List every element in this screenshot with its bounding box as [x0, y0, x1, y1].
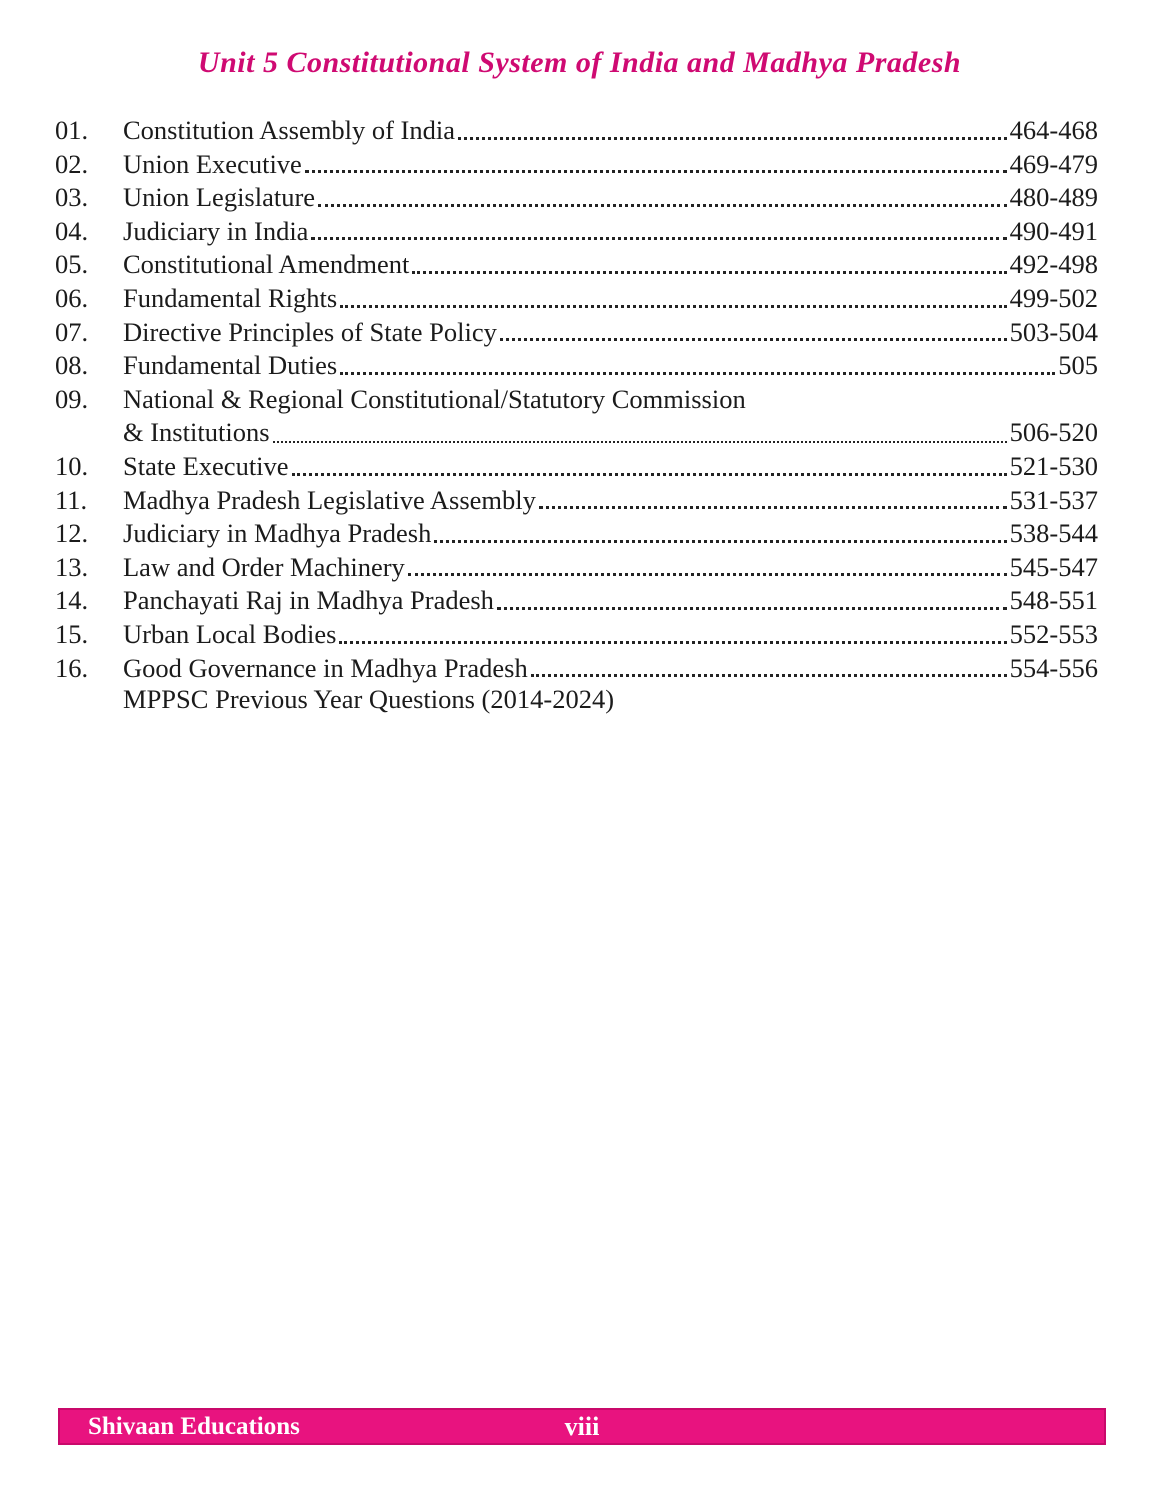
toc-leader-dots	[339, 641, 1006, 644]
toc-leader-dots	[412, 271, 1006, 274]
toc-item	[55, 181, 1098, 215]
toc-item-number: 12.	[55, 518, 89, 549]
toc-item-number: 06.	[55, 282, 89, 313]
toc-item-pages: 492-498	[1009, 249, 1098, 280]
toc-leader-dots	[539, 506, 1007, 509]
toc-item	[55, 114, 1098, 148]
toc-item-title: & Institutions	[123, 417, 270, 448]
toc-item-title: Madhya Pradesh Legislative Assembly	[123, 484, 536, 515]
toc-item-number: 04.	[55, 215, 89, 246]
toc-item-pages: 464-468	[1009, 115, 1098, 145]
toc-item	[55, 517, 1098, 551]
toc-item-pages: 469-479	[1009, 148, 1098, 179]
toc-item-title: Fundamental Rights	[123, 282, 338, 313]
toc-leader-dots	[458, 137, 1007, 140]
toc-leader-dots	[311, 237, 1006, 240]
toc-item-pages: 505	[1058, 350, 1098, 381]
toc-item-title: Good Governance in Madhya Pradesh	[123, 652, 528, 683]
toc-item	[55, 148, 1098, 182]
toc-item-pages: 552-553	[1009, 618, 1098, 649]
toc-leader-dots	[340, 305, 1006, 308]
toc-item-pages: 531-537	[1009, 484, 1098, 515]
toc-item-title: National & Regional Constitutional/Statutory Commission	[123, 383, 746, 414]
toc-item	[55, 652, 1098, 686]
toc-item-number: 14.	[55, 585, 89, 616]
toc-item-pages: 548-551	[1009, 585, 1098, 616]
toc-leader-dots	[292, 473, 1007, 476]
toc-item-pages: 545-547	[1009, 551, 1098, 582]
toc-item-number: 02.	[55, 148, 89, 179]
toc-item-title: Panchayati Raj in Madhya Pradesh	[123, 585, 494, 616]
footer-bar	[58, 1408, 1106, 1445]
toc-item	[55, 551, 1098, 585]
page-title: Unit 5 Constitutional System of India and Madhya Pradesh	[197, 46, 962, 79]
toc-item-title: Judiciary in Madhya Pradesh	[123, 518, 432, 549]
toc-item-number: 01.	[55, 115, 89, 145]
toc-item-pages: 538-544	[1009, 518, 1098, 549]
toc-leader-dots	[531, 674, 1007, 677]
toc-leader-dots	[497, 607, 1007, 610]
toc-item-pages: 503-504	[1009, 316, 1098, 347]
toc-item-pages: 554-556	[1009, 652, 1098, 683]
toc-item-pages: 521-530	[1009, 450, 1098, 481]
toc-item	[55, 282, 1098, 316]
toc-item-title: Constitutional Amendment	[123, 249, 410, 280]
toc-item-number: 05.	[55, 249, 89, 280]
toc-item	[55, 316, 1098, 350]
page-number: viii	[564, 1411, 600, 1441]
toc-item	[55, 484, 1098, 518]
toc-item-number: 13.	[55, 551, 89, 582]
toc-item-title: Urban Local Bodies	[123, 618, 337, 649]
toc-item-number: 11.	[55, 484, 88, 515]
toc-item-pages: 480-489	[1009, 182, 1098, 213]
toc-item	[55, 248, 1098, 282]
toc-item-pages: 506-520	[1009, 417, 1098, 448]
toc-item-number: 16.	[55, 652, 89, 683]
toc-item-number: 03.	[55, 182, 89, 213]
toc-item-number: 07.	[55, 316, 89, 347]
toc-item	[55, 618, 1098, 652]
toc-leader-dots	[318, 204, 1007, 207]
toc-item-title: Judiciary in India	[123, 215, 309, 246]
toc-item-title: Union Executive	[123, 148, 302, 179]
toc-item	[55, 383, 1098, 417]
toc-item	[55, 215, 1098, 249]
toc-item-title: Directive Principles of State Policy	[123, 316, 497, 347]
toc-item-number: 08.	[55, 350, 89, 381]
toc-item-pages: 490-491	[1009, 215, 1098, 246]
toc-list	[55, 114, 1098, 713]
toc-item	[55, 349, 1098, 383]
toc-item	[55, 685, 1098, 713]
toc-leader-dots	[340, 372, 1055, 375]
toc-item-title: MPPSC Previous Year Questions (2014-2024)	[123, 684, 615, 715]
toc-item-title: Constitution Assembly of India	[123, 115, 455, 145]
toc-item-number: 09.	[55, 383, 89, 414]
toc-item-title: Union Legislature	[123, 182, 316, 213]
toc-item-title: Law and Order Machinery	[123, 551, 405, 582]
toc-item	[55, 584, 1098, 618]
toc-item	[55, 450, 1098, 484]
toc-leader-dots	[434, 540, 1006, 543]
publisher-name: Shivaan Educations	[88, 1412, 300, 1440]
toc-item-title: Fundamental Duties	[123, 350, 338, 381]
toc-item-number: 15.	[55, 618, 89, 649]
toc-leader-dots	[500, 338, 1007, 341]
toc-item	[55, 416, 1098, 450]
toc-leader-dots	[305, 170, 1007, 173]
toc-leader-dots	[408, 573, 1007, 576]
toc-item-title: State Executive	[123, 450, 289, 481]
toc-item-pages: 499-502	[1009, 282, 1098, 313]
toc-item-number: 10.	[55, 450, 89, 481]
toc-leader-dots	[273, 441, 1007, 443]
